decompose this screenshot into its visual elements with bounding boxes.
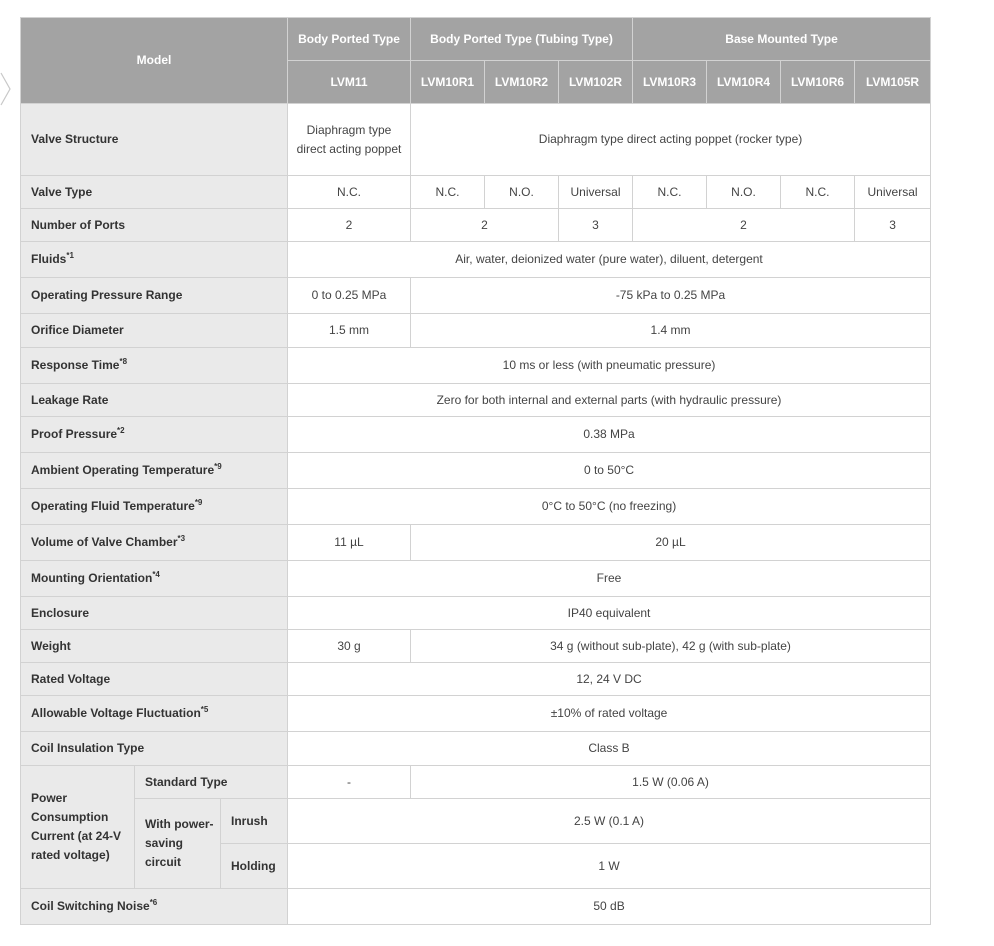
model-header: Model [21,18,288,104]
row-rated-voltage [21,663,931,696]
label-text: Volume of Valve Chamber [31,535,178,549]
row-switching-noise [21,889,931,925]
cell-value: N.O. [485,176,559,209]
label-text: Fluids [31,252,67,266]
label-text: Response Time [31,358,120,372]
model-lvm10r1: LVM10R1 [411,61,485,104]
row-label [21,348,288,384]
footnote-mark: *5 [200,705,209,714]
row-fluids [21,242,931,278]
label-text: Mounting Orientation [31,571,153,585]
row-label [21,696,288,732]
row-mounting-orientation [21,561,931,597]
row-leakage-rate [21,384,931,417]
cell-value: IP40 equivalent [288,597,931,630]
cell-value: N.C. [781,176,855,209]
row-operating-pressure [21,278,931,314]
cell-value: 1.4 mm [411,314,931,348]
row-power-standard [21,766,931,799]
spec-table [20,17,931,925]
footnote-mark: *3 [177,534,186,543]
model-lvm10r4: LVM10R4 [707,61,781,104]
model-lvm105r: LVM105R [855,61,931,104]
cell-value: 3 [559,209,633,242]
cell-value: 1.5 mm [288,314,411,348]
cell-value: Universal [855,176,931,209]
row-label: Valve Type [21,176,288,209]
row-orifice-diameter [21,314,931,348]
row-weight [21,630,931,663]
model-lvm10r3: LVM10R3 [633,61,707,104]
label-text: Operating Fluid Temperature [31,499,195,513]
cell-value: 1.5 W (0.06 A) [411,766,931,799]
label-text: Allowable Voltage Fluctuation [31,706,201,720]
row-label [21,889,288,925]
cell-value: Air, water, deionized water (pure water), diluent, detergent [288,242,931,278]
row-label: Valve Structure [21,104,288,176]
label-text: Coil Switching Noise [31,899,150,913]
cell-value: 20 µL [411,525,931,561]
cell-value: - [288,766,411,799]
cell-value: N.C. [411,176,485,209]
cell-value: 2.5 W (0.1 A) [288,799,931,844]
footnote-mark: *6 [149,898,158,907]
footnote-mark: *9 [214,462,222,471]
row-voltage-fluctuation [21,696,931,732]
cell-value: Diaphragm type direct acting poppet [288,104,411,176]
model-lvm11: LVM11 [288,61,411,104]
row-label [21,525,288,561]
cell-value: N.C. [288,176,411,209]
group-base-mounted: Base Mounted Type [633,18,931,61]
cell-value: -75 kPa to 0.25 MPa [411,278,931,314]
row-label [21,242,288,278]
row-proof-pressure [21,417,931,453]
label-text: Ambient Operating Temperature [31,463,215,477]
cell-value: 50 dB [288,889,931,925]
row-power-inrush [21,799,931,844]
footnote-mark: *4 [152,570,160,579]
row-valve-type [21,176,931,209]
row-sublabel: Standard Type [135,766,288,799]
model-lvm10r6: LVM10R6 [781,61,855,104]
footnote-mark: *1 [66,251,74,260]
cell-value: 2 [411,209,559,242]
row-valve-chamber [21,525,931,561]
model-lvm10r2: LVM10R2 [485,61,559,104]
cell-value: 0 to 0.25 MPa [288,278,411,314]
row-label: Operating Pressure Range [21,278,288,314]
row-valve-structure [21,104,931,176]
row-sublabel: Holding [221,844,288,889]
group-body-ported: Body Ported Type [288,18,411,61]
header-row-groups [21,18,931,61]
cell-value: 12, 24 V DC [288,663,931,696]
group-tubing: Body Ported Type (Tubing Type) [411,18,633,61]
row-number-of-ports [21,209,931,242]
footnote-mark: *8 [119,357,128,366]
cell-value: 0 to 50°C [288,453,931,489]
row-label-power: Power Consumption Current (at 24-V rated voltage) [21,766,135,889]
row-label: Rated Voltage [21,663,288,696]
cell-value: 34 g (without sub-plate), 42 g (with sub-plate) [411,630,931,663]
row-label [21,489,288,525]
row-label [21,453,288,489]
row-response-time [21,348,931,384]
cell-value: 1 W [288,844,931,889]
row-enclosure [21,597,931,630]
cell-value: Diaphragm type direct acting poppet (rocker type) [411,104,931,176]
cell-value: 30 g [288,630,411,663]
cell-value: 3 [855,209,931,242]
row-fluid-temperature [21,489,931,525]
label-text: Proof Pressure [31,427,118,441]
row-sublabel: With power-saving circuit [135,799,221,889]
cell-value: 2 [288,209,411,242]
row-label: Coil Insulation Type [21,732,288,766]
cell-value: 0.38 MPa [288,417,931,453]
cell-value: 11 µL [288,525,411,561]
cell-value: Zero for both internal and external parts (with hydraulic pressure) [288,384,931,417]
cell-value: 2 [633,209,855,242]
row-label: Enclosure [21,597,288,630]
cell-value: Class B [288,732,931,766]
row-sublabel: Inrush [221,799,288,844]
row-label [21,561,288,597]
prev-arrow-icon[interactable] [0,72,12,106]
cell-value: N.C. [633,176,707,209]
cell-value: 10 ms or less (with pneumatic pressure) [288,348,931,384]
row-label: Number of Ports [21,209,288,242]
model-lvm102r: LVM102R [559,61,633,104]
row-coil-insulation [21,732,931,766]
cell-value: ±10% of rated voltage [288,696,931,732]
row-label: Orifice Diameter [21,314,288,348]
row-label: Weight [21,630,288,663]
row-ambient-temperature [21,453,931,489]
row-label: Leakage Rate [21,384,288,417]
footnote-mark: *9 [194,498,203,507]
cell-value: 0°C to 50°C (no freezing) [288,489,931,525]
cell-value: Universal [559,176,633,209]
footnote-mark: *2 [117,426,125,435]
cell-value: N.O. [707,176,781,209]
row-label [21,417,288,453]
cell-value: Free [288,561,931,597]
